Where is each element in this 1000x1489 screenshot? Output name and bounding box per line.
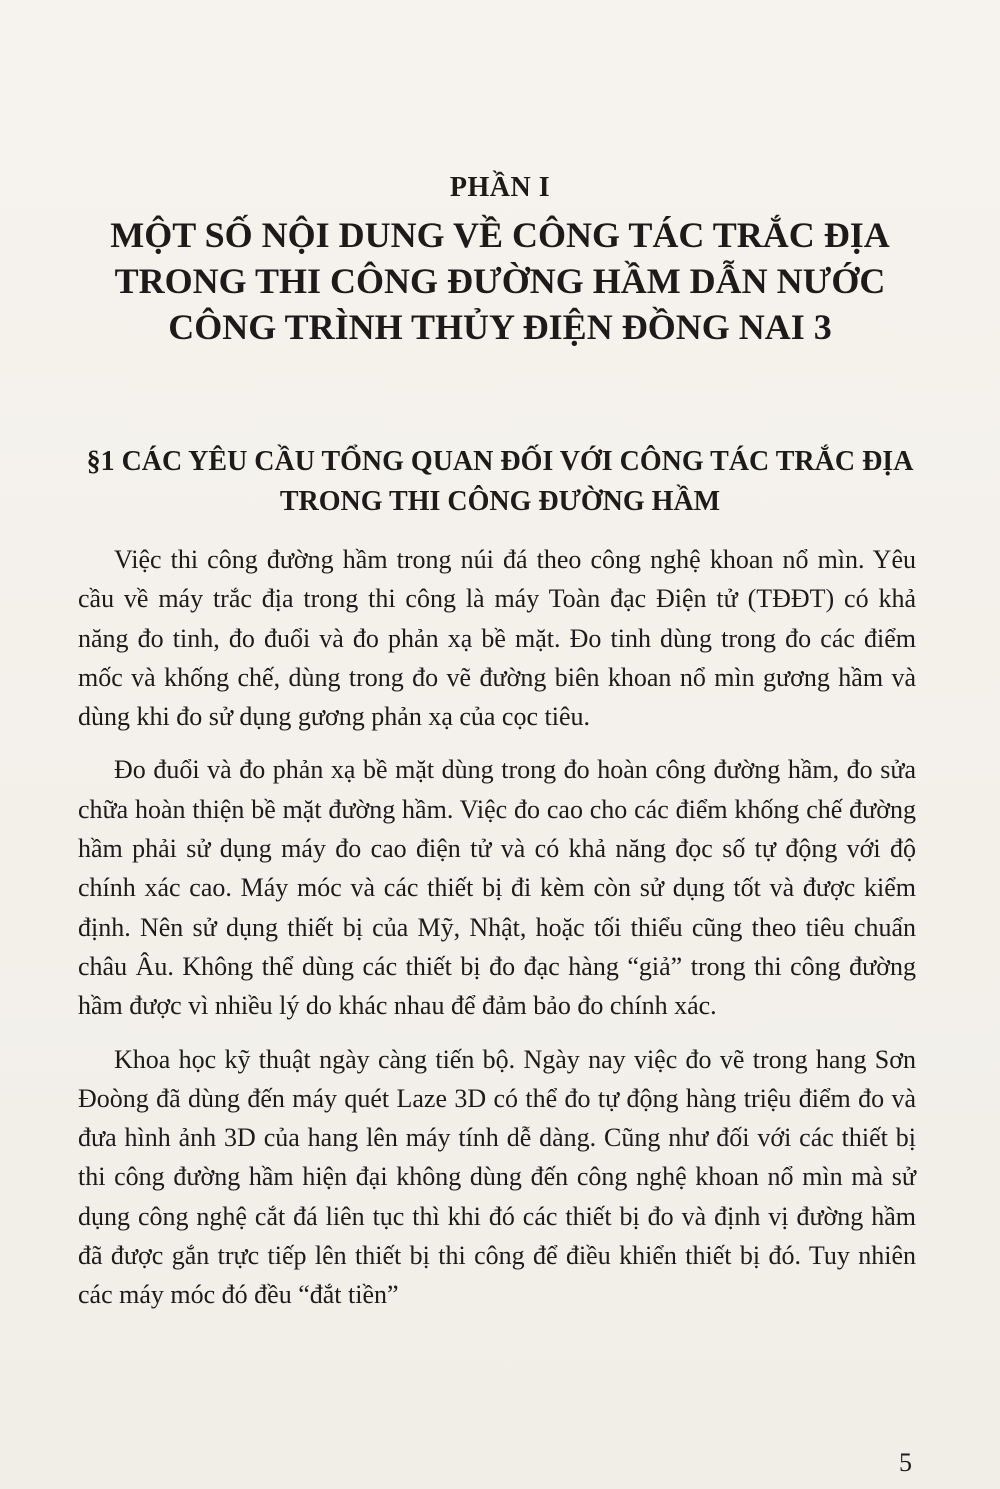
part-title xyxy=(60,212,940,350)
part-title-line: MỘT SỐ NỘI DUNG VỀ CÔNG TÁC TRẮC ĐỊA xyxy=(110,215,890,255)
part-label: PHẦN I xyxy=(449,172,551,203)
part-title-line: CÔNG TRÌNH THỦY ĐIỆN ĐỒNG NAI 3 xyxy=(168,307,832,347)
paragraph: Đo đuổi và đo phản xạ bề mặt dùng trong đo hoàn công đường hầm, đo sửa chữa hoàn thiện bề mặt đường hầm. Việc đo cao cho các điểm khống chế đường hầm phải sử dụng máy đo cao điện tử và có khả năng đọc số tự động với độ chính xác cao. Máy móc và các thiết bị đi kèm còn sử dụng tốt và được kiểm định. Nên sử dụng thiết bị của Mỹ, Nhật, hoặc tối thiểu cũng theo tiêu chuẩn châu Âu. Không thể dùng các thiết bị đo đạc hàng “giả” trong thi công đường hầm được vì nhiều lý do khác nhau để đảm bảo đo chính xác. xyxy=(78,755,916,1021)
paragraph: Khoa học kỹ thuật ngày càng tiến bộ. Ngày nay việc đo vẽ trong hang Sơn Đoòng đã dùng đến máy quét Laze 3D có thể đo tự động hàng triệu điểm đo và đưa hình ảnh 3D của hang lên máy tính dễ dàng. Cũng như đối với các thiết bị thi công đường hầm hiện đại không dùng đến công nghệ khoan nổ mìn mà sử dụng công nghệ cắt đá liên tục thì khi đó các thiết bị đo và định vị đường hầm đã được gắn trực tiếp lên thiết bị thi công để điều khiển thiết bị đó. Tuy nhiên các máy móc đó đều “đắt tiền” xyxy=(78,1044,916,1310)
section-title-line: TRONG THI CÔNG ĐƯỜNG HẦM xyxy=(279,486,721,517)
section-title-line: §1 CÁC YÊU CẦU TỔNG QUAN ĐỐI VỚI CÔNG TÁC TRẮC ĐỊA xyxy=(86,446,914,477)
part-title-line: TRONG THI CÔNG ĐƯỜNG HẦM DẪN NƯỚC xyxy=(114,261,886,301)
paragraph: Việc thi công đường hầm trong núi đá theo công nghệ khoan nổ mìn. Yêu cầu về máy trắc địa trong thi công là máy Toàn đạc Điện tử (TĐĐT) có khả năng đo tinh, đo đuổi và đo phản xạ bề mặt. Đo tinh dùng trong đo các điểm mốc và khống chế, dùng trong đo vẽ đường biên khoan nổ mìn gương hầm và dùng khi đo sử dụng gương phản xạ của cọc tiêu. xyxy=(78,545,916,732)
body-text xyxy=(78,540,916,1329)
section-title xyxy=(60,442,940,522)
page-number: 5 xyxy=(899,1448,912,1477)
